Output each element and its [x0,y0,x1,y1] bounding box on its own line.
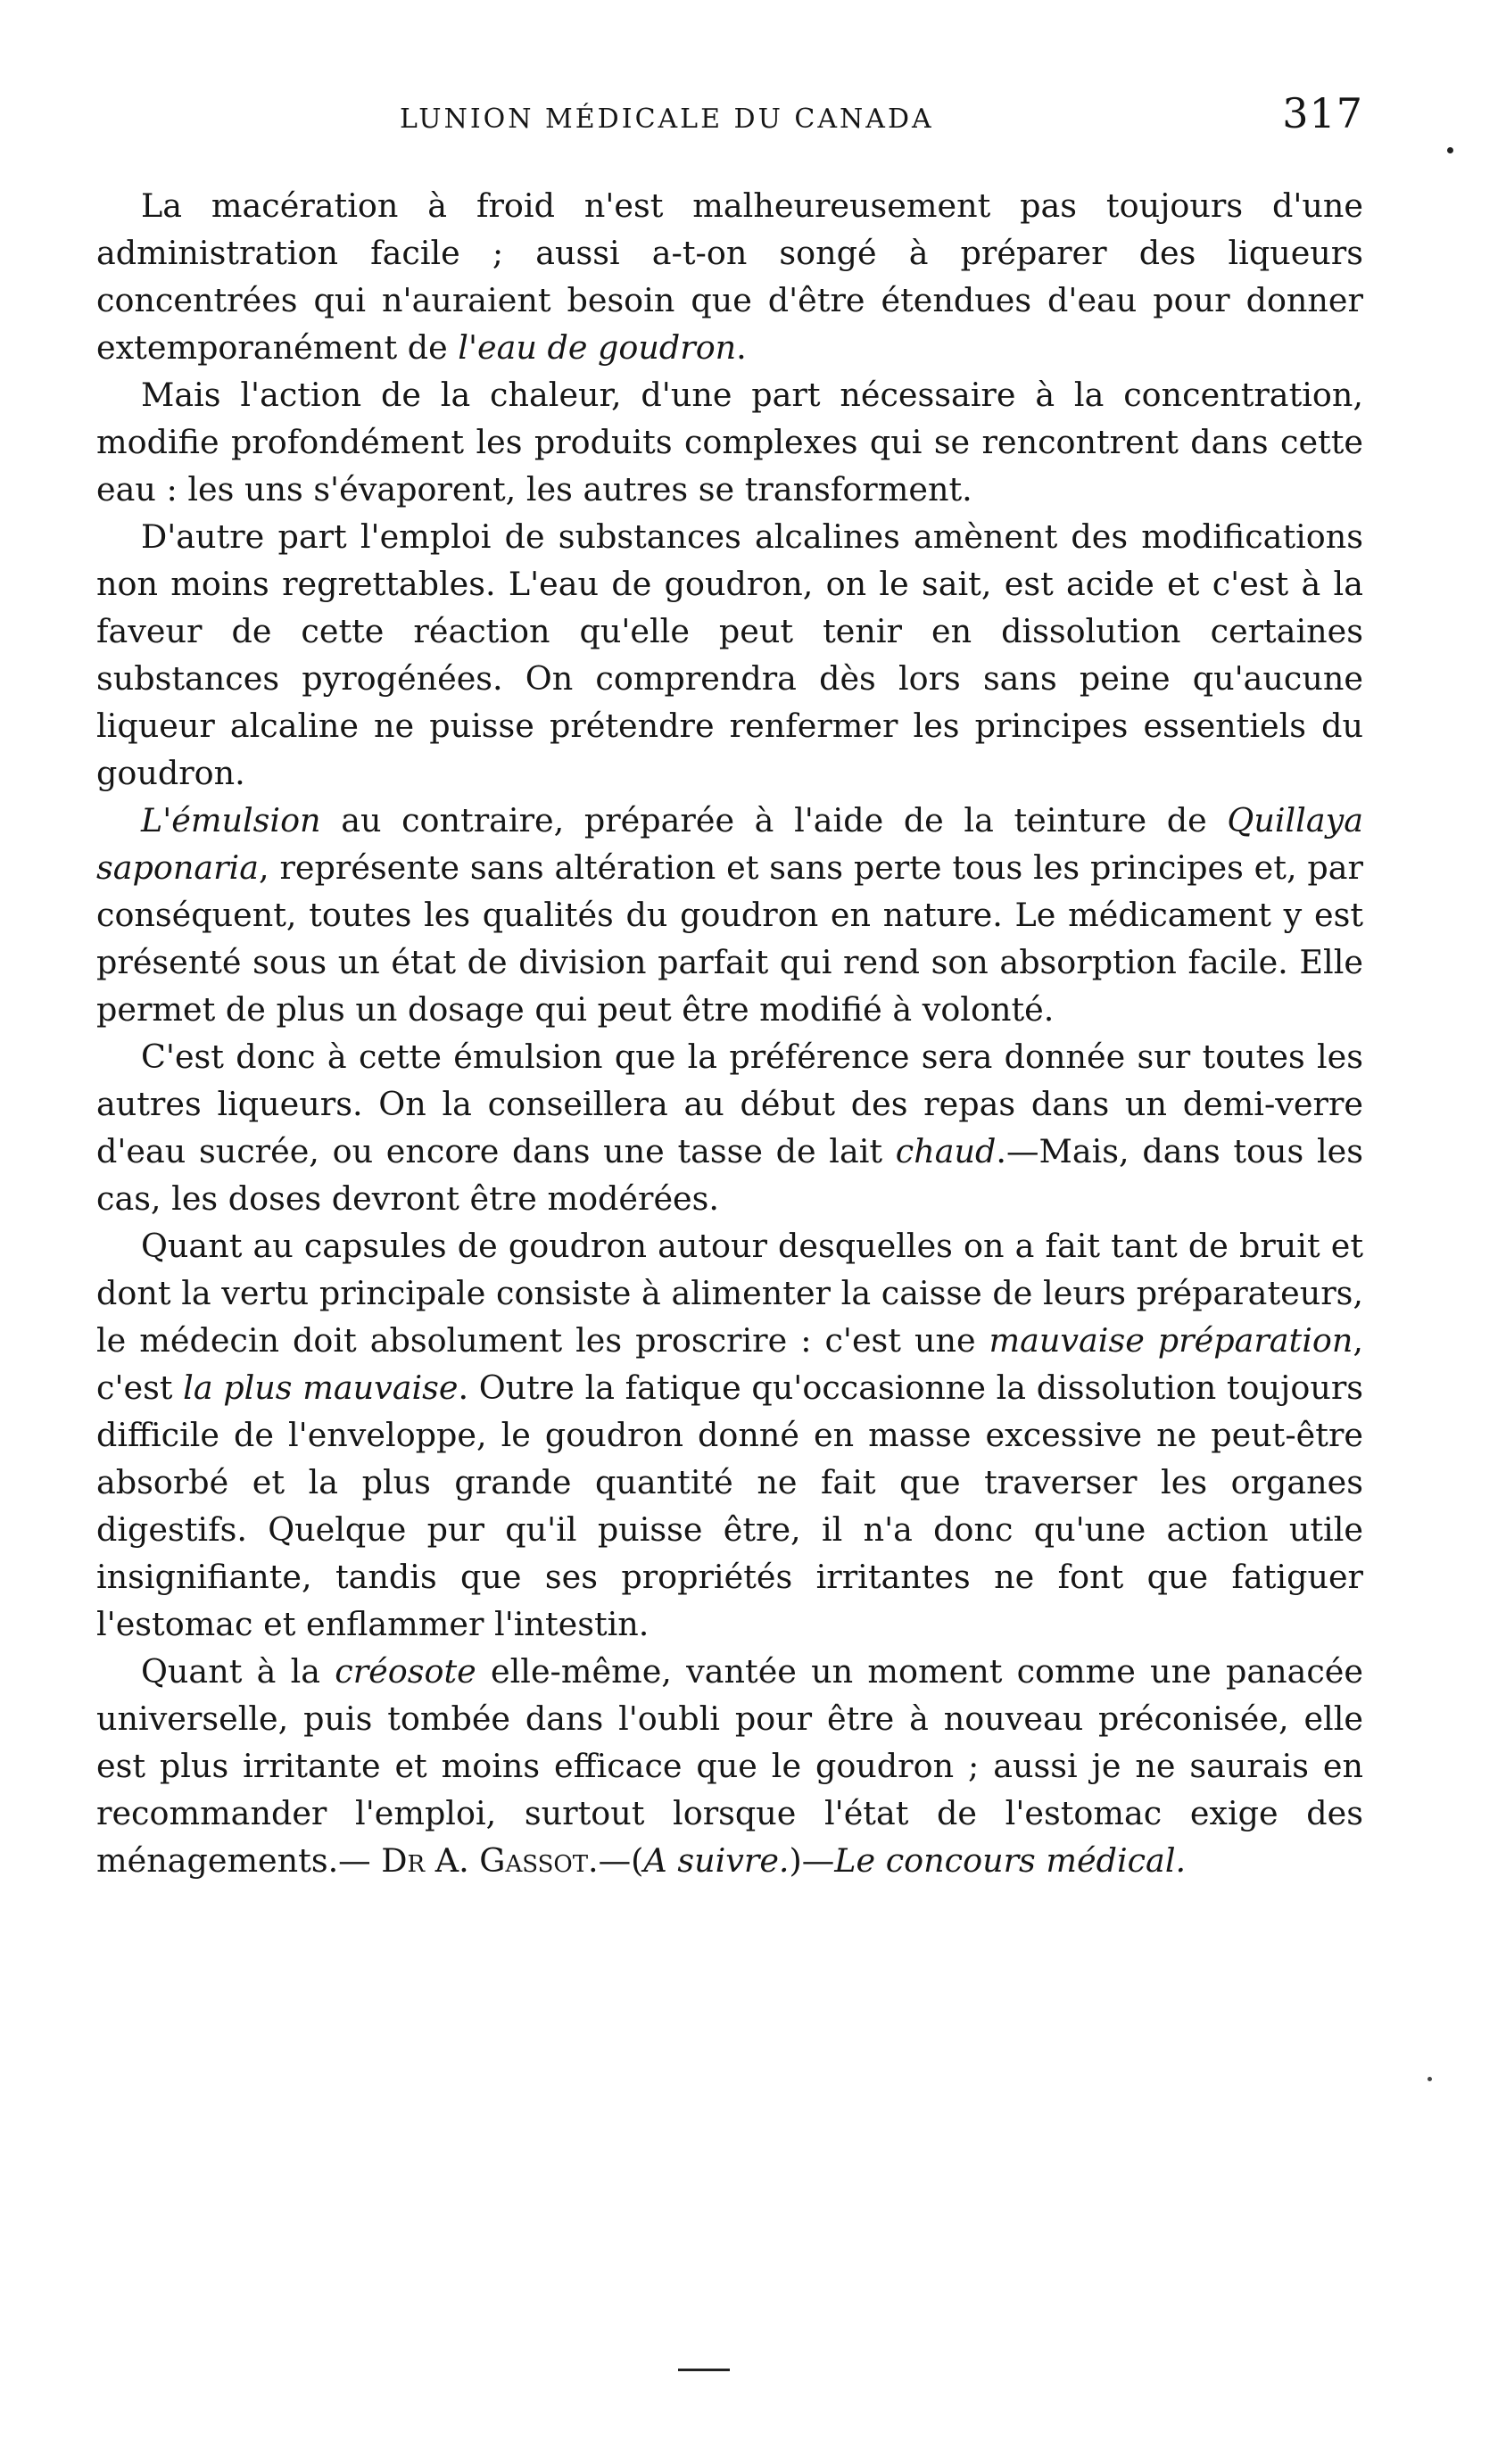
italic-text: Quillaya saponaria [96,801,1363,887]
text-run: La macération à froid n'est malheureusement pas toujours d'une administration facile ; aussi a-t-on songé à préparer des liqueurs concentrées qui n'auraient besoin que d'être étendues d'eau pour donner extemporanément de [96,186,1363,367]
text-run: Quant au capsules de goudron autour desquelles on a fait tant de bruit et dont la vertu principale consiste à alimenter la caisse de leurs préparateurs, le médecin doit absolument les proscrire : c'est une [96,1227,1363,1360]
book-page [96,89,1363,1884]
text-run: .—Mais, dans tous les cas, les doses devront être modérées. [96,1132,1363,1218]
italic-text: créosote [335,1652,476,1691]
italic-text: A suivre. [643,1841,790,1880]
ink-speck [1427,2077,1432,2081]
text-run: Mais l'action de la chaleur, d'une part nécessaire à la concentration, modifie profondément les produits complexes qui se rencontrent dans cette eau : les uns s'évaporent, les autres se transforment. [96,376,1363,509]
text-run: . Outre la fatique qu'occasionne la dissolution toujours difficile de l'enveloppe, le goudron donné en masse excessive ne peut-être absorbé et la plus grande quantité ne fait que traverser les organes digestifs. Quelque pur qu'il puisse être, il n'a donc qu'une action utile insignifiante, tandis que ses propriétés irritantes ne font que fatiguer l'estomac et enflammer l'intestin. [96,1368,1364,1643]
source-citation: Le concours médical. [834,1841,1187,1880]
italic-text: L'émulsion [141,801,321,839]
text-run: , représente sans altération et sans perte tous les principes et, par conséquent, toutes les qualités du goudron en nature. Le médicament y est présenté sous un état de division parfait qui rend son absorption facile. Elle permet de plus un dosage qui peut être modifié à volonté. [96,848,1363,1029]
text-run: .—( [588,1841,644,1880]
page-number: 317 [1282,89,1363,137]
italic-text: l'eau de goudron [458,328,737,367]
paragraph [96,797,1363,1033]
italic-text: la plus mauvaise [183,1368,459,1407]
paragraph [96,1648,1363,1884]
article-body [96,182,1363,1884]
text-run: D'autre part l'emploi de substances alcalines amènent des modifications non moins regrettables. L'eau de goudron, on le sait, est acide et c'est à la faveur de cette réaction qu'elle peut tenir en dissolution certaines substances pyrogénées. On comprendra dès lors sans peine qu'aucune liqueur alcaline ne puisse prétendre renfermer les principes essentiels du goudron. [96,517,1363,792]
running-head: LUNION MÉDICALE DU CANADA [400,103,934,135]
paragraph [96,513,1363,797]
italic-text: mauvaise préparation [989,1321,1353,1360]
paragraph [96,371,1363,513]
paragraph [96,1033,1363,1222]
text-run: Quant à la [141,1652,335,1691]
paragraph [96,182,1363,371]
italic-text: chaud [895,1132,997,1170]
text-run: )— [789,1841,835,1880]
text-run: , c'est [96,1321,1363,1407]
author-signature: Dr A. Gassot [381,1841,589,1880]
end-rule [678,2369,730,2371]
page-header [96,89,1363,137]
ink-speck [1447,147,1453,153]
text-run: C'est donc à cette émulsion que la préférence sera donnée sur toutes les autres liqueurs. On la conseillera au début des repas dans un demi-verre d'eau sucrée, ou encore dans une tasse de lait [96,1038,1363,1170]
text-run: au contraire, préparée à l'aide de la teinture de [320,801,1228,839]
paragraph [96,1222,1363,1648]
text-run: . [736,328,747,367]
text-run: elle-même, vantée un moment comme une panacée universelle, puis tombée dans l'oubli pour être à nouveau préconisée, elle est plus irritante et moins efficace que le goudron ; aussi je ne saurais en recommander l'emploi, surtout lorsque l'état de l'estomac exige des ménagements.— [96,1652,1363,1880]
